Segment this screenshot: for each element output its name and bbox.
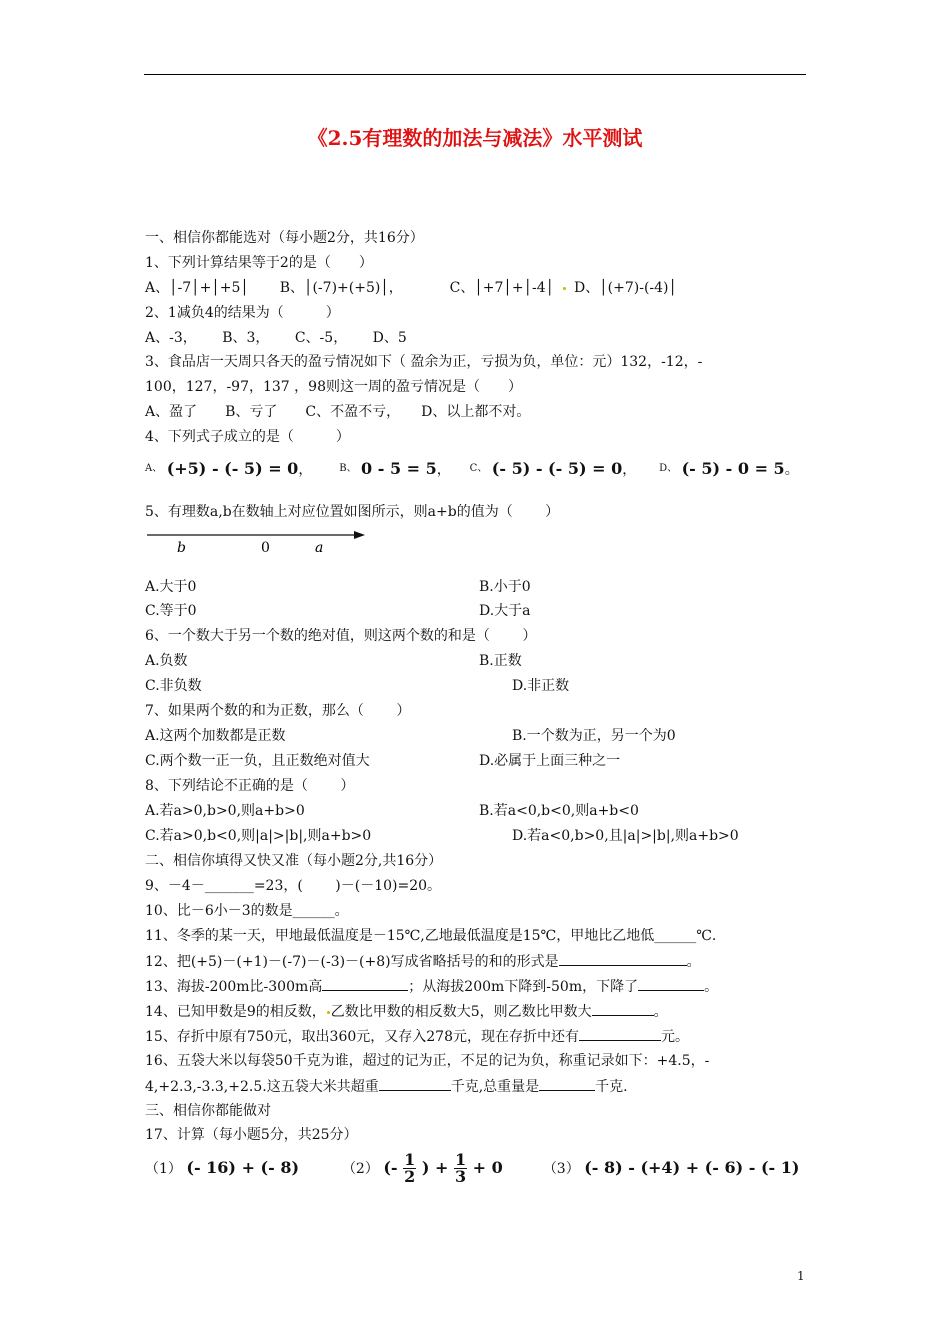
separator: ，	[436, 462, 451, 478]
option-a: A、│-7│+│+5│	[145, 280, 249, 296]
question-4-options	[145, 454, 815, 485]
question-13-text-2: ；从海拔200m下降到-50m，下降了	[408, 979, 639, 995]
fraction-numerator: 1	[454, 1150, 467, 1169]
number-line-arrow	[354, 531, 365, 539]
q6-option-a: A.负数	[145, 653, 188, 669]
stray-dot	[327, 1011, 330, 1014]
answer-blank[interactable]	[579, 1026, 661, 1041]
page-number: 1	[797, 1269, 805, 1283]
separator: 。	[704, 979, 719, 995]
number-line-label-a: a	[315, 540, 324, 556]
answer-blank[interactable]	[379, 1076, 451, 1091]
q6-option-c: C.非负数	[145, 678, 202, 694]
item-2-formula	[383, 1150, 508, 1186]
section-1-heading: 一、相信你都能选对（每小题2分，共16分）	[145, 230, 424, 246]
option-a-label: A、	[145, 463, 163, 474]
q6-option-b: B.正数	[479, 653, 522, 669]
section-2-heading: 二、相信你填得又快又准（每小题2分,共16分）	[145, 853, 443, 869]
q7-option-d: D.必属于上面三种之一	[479, 753, 621, 769]
item-3-formula: (- 8) - (+4) + (- 6) - (- 1)	[584, 1158, 800, 1177]
option-b: B、│(-7)+(+5)│，	[279, 280, 403, 296]
header-rule	[144, 74, 806, 75]
option-c: C、│+7│+│-4│	[449, 280, 555, 296]
item-3-label: （3）	[542, 1161, 580, 1177]
separator: 。	[653, 1004, 668, 1020]
q5-option-d: D.大于a	[479, 603, 531, 619]
separator: ，	[298, 462, 313, 478]
question-4: 4、下列式子成立的是（ ）	[145, 429, 350, 445]
question-14-text: 14、已知甲数是9的相反数，	[145, 1004, 326, 1020]
option-c-formula: (- 5) - (- 5) = 0	[491, 459, 623, 478]
option-c-label: C、	[469, 463, 488, 474]
answer-blank[interactable]	[559, 951, 687, 966]
option-d-label: D、	[659, 463, 678, 474]
question-16-text-2: 千克,总重量是	[450, 1079, 540, 1095]
item-2-open: (-	[383, 1158, 398, 1177]
question-15-text-2: 元。	[660, 1029, 689, 1045]
question-12-text: 12、把(+5)－(+1)－(-7)－(-3)－(+8)写成省略括号的和的形式是	[145, 954, 559, 970]
option-b-label: B、	[339, 463, 357, 474]
question-15-text: 15、存折中原有750元，取出360元，又存入278元，现在存折中还有	[145, 1029, 579, 1045]
question-17-items	[145, 1148, 815, 1189]
question-14-text-2: 乙数比甲数的相反数大5，则乙数比甲数大	[330, 1004, 592, 1020]
question-16-text: 4,+2.3,-3.3,+2.5.这五袋大米共超重	[145, 1079, 379, 1095]
separator: 。	[784, 462, 799, 478]
section-3-heading: 三、相信你都能做对	[145, 1103, 271, 1119]
question-16-line-2	[145, 1076, 815, 1097]
q5-option-a: A.大于0	[145, 579, 197, 595]
question-1-options	[145, 278, 815, 298]
question-13	[145, 976, 815, 997]
q5-option-b: B.小于0	[479, 579, 531, 595]
separator: ，	[622, 462, 637, 478]
separator: 。	[686, 954, 701, 970]
q5-option-c: C.等于0	[145, 603, 197, 619]
q8-option-d: D.若a<0,b>0,且|a|>|b|,则a+b>0	[512, 828, 739, 844]
question-2: 2、1减负4的结果为（ ）	[145, 305, 340, 321]
question-14	[145, 1001, 815, 1022]
question-8: 8、下列结论不正确的是（ ）	[145, 778, 355, 794]
q6-option-d: D.非正数	[512, 678, 570, 694]
answer-blank[interactable]	[539, 1076, 595, 1091]
question-1: 1、下列计算结果等于2的是（ ）	[145, 255, 373, 271]
question-16-text-3: 千克.	[595, 1079, 628, 1095]
q7-option-b: B.一个数为正，另一个为0	[512, 728, 676, 744]
question-11: 11、冬季的某一天，甲地最低温度是－15℃,乙地最低温度是15℃，甲地比乙地低______℃.	[145, 928, 717, 944]
question-17: 17、计算（每小题5分，共25分）	[145, 1127, 358, 1143]
item-1-formula: (- 16) + (- 8)	[186, 1158, 300, 1177]
question-7: 7、如果两个数的和为正数，那么（ ）	[145, 703, 411, 719]
q7-option-a: A.这两个加数都是正数	[145, 728, 286, 744]
page-title: 《2.5有理数的加法与减法》水平测试	[307, 126, 643, 150]
fraction-denominator: 3	[454, 1167, 467, 1186]
number-line-label-0: 0	[261, 540, 270, 556]
question-6: 6、一个数大于另一个数的绝对值，则这两个数的和是（ ）	[145, 628, 537, 644]
q8-option-b: B.若a<0,b<0,则a+b<0	[479, 803, 639, 819]
question-10: 10、比－6小－3的数是______。	[145, 903, 349, 919]
q7-option-c: C.两个数一正一负，且正数绝对值大	[145, 753, 370, 769]
fraction-half	[403, 1152, 416, 1185]
answer-blank[interactable]	[592, 1001, 654, 1016]
question-2-options: A、-3， B、3， C、-5， D、5	[145, 330, 407, 346]
item-2-tail: + 0	[472, 1158, 503, 1177]
fraction-denominator: 2	[404, 1167, 416, 1186]
answer-blank[interactable]	[322, 976, 408, 991]
stray-dot	[563, 287, 566, 290]
option-a-formula: (+5) - (- 5) = 0	[166, 459, 299, 478]
q8-option-c: C.若a>0,b<0,则|a|>|b|,则a+b>0	[145, 828, 372, 844]
item-1-label: （1）	[145, 1161, 182, 1177]
q8-option-a: A.若a>0,b>0,则a+b>0	[145, 803, 305, 819]
number-line-label-b: b	[177, 540, 186, 556]
fraction-numerator: 1	[404, 1150, 416, 1169]
question-3-line-1: 3、食品店一天周只各天的盈亏情况如下（ 盈余为正，亏损为负，单位：元）132，-12，-	[145, 354, 703, 370]
question-3-line-2: 100，127，-97，137 ，98则这一周的盈亏情况是（ ）	[145, 379, 522, 395]
question-16-line-1: 16、五袋大米以每袋50千克为谁，超过的记为正，不足的记为负，称重记录如下：+4.5，-	[145, 1053, 710, 1069]
item-2-mid: ) +	[421, 1158, 449, 1177]
item-2-label: （2）	[341, 1161, 379, 1177]
question-3-options: A、盈了 B、亏了 C、不盈不亏， D、以上都不对。	[145, 404, 531, 420]
question-5: 5、有理数a,b在数轴上对应位置如图所示，则a+b的值为（ ）	[145, 504, 560, 520]
option-d: D、│(+7)-(-4)│	[574, 280, 677, 296]
question-12	[145, 951, 815, 972]
question-15	[145, 1026, 815, 1047]
fraction-third	[454, 1152, 467, 1185]
option-b-formula: 0 - 5 = 5	[361, 459, 437, 478]
option-d-formula: (- 5) - 0 = 5	[681, 459, 785, 478]
number-line-figure	[145, 528, 375, 556]
answer-blank[interactable]	[638, 976, 704, 991]
question-9: 9、－4－_______=23，( )－(－10)=20。	[145, 878, 442, 894]
question-13-text: 13、海拔-200m比-300m高	[145, 979, 323, 995]
